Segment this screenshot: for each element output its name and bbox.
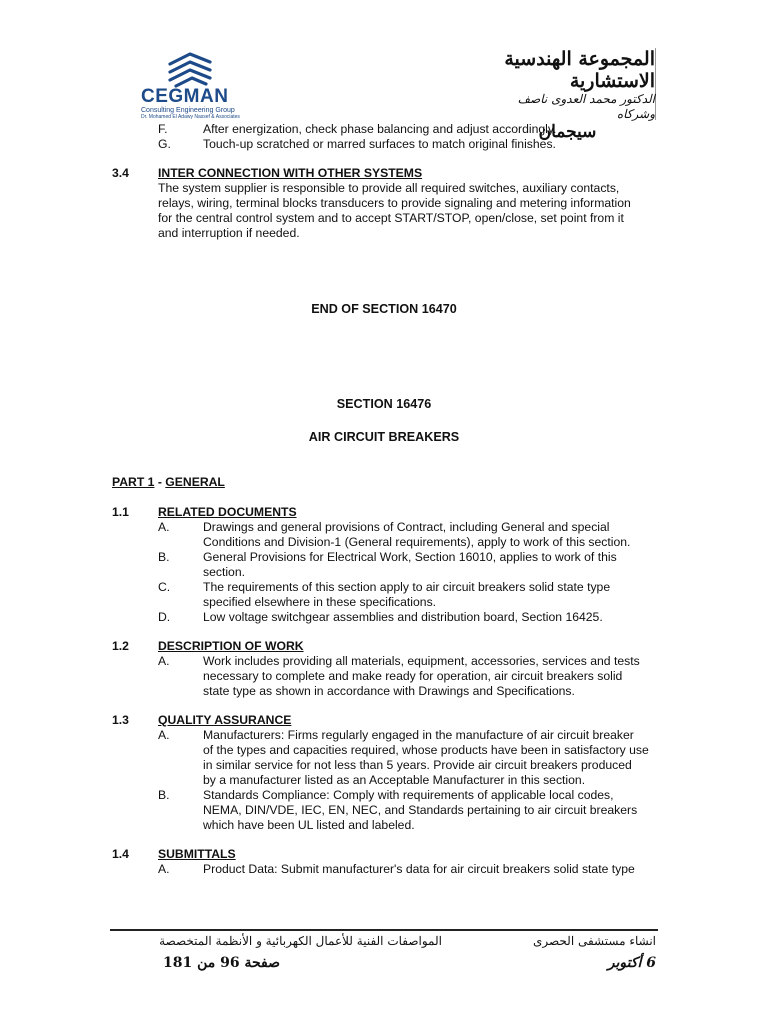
- item-text: [203, 610, 655, 625]
- logo-subtitle: Consulting Engineering Group: [141, 107, 235, 114]
- part-number: PART 1: [112, 475, 155, 489]
- paragraph-line: and interruption if needed.: [158, 226, 300, 240]
- section-heading: INTER CONNECTION WITH OTHER SYSTEMS: [158, 166, 423, 180]
- item-text: [203, 550, 655, 580]
- item-text: Touch-up scratched or marred surfaces to match original finishes.: [203, 137, 556, 151]
- item-line: Manufacturers: Firms regularly engaged in the manufacture of air circuit breaker: [203, 728, 634, 742]
- footer-project-name: انشاء مستشفى الحصرى: [533, 934, 656, 948]
- item-line: which have been UL listed and labeled.: [203, 818, 415, 832]
- footer-spec-title: المواصفات الفنية للأعمال الكهربائية و الأنظمة المتخصصة: [159, 934, 442, 948]
- item-line: Work includes providing all materials, equipment, accessories, services and tests: [203, 654, 640, 668]
- item-line: NEMA, DIN/VDE, IEC, EN, NEC, and Standards pertaining to air circuit breakers: [203, 803, 638, 817]
- item-label: A.: [158, 728, 170, 742]
- item-label: D.: [158, 610, 171, 624]
- paragraph-line: The system supplier is responsible to provide all required switches, auxiliary contacts,: [158, 181, 620, 195]
- item-label: A.: [158, 654, 170, 668]
- item-label: B.: [158, 788, 170, 802]
- item-line: Low voltage switchgear assemblies and distribution board, Section 16425.: [203, 610, 603, 624]
- item-line: by a manufacturer listed as an Acceptable Manufacturer in this section.: [203, 773, 586, 787]
- section-heading: SUBMITTALS: [158, 847, 236, 861]
- item-text: [203, 788, 655, 833]
- footer-city: 6 أكتوبر: [607, 955, 656, 971]
- part-title: GENERAL: [165, 475, 225, 489]
- item-text: [203, 520, 655, 550]
- item-text: [203, 654, 655, 699]
- section-number: 3.4: [112, 166, 129, 180]
- footer-rule: [110, 929, 658, 931]
- item-line: Drawings and general provisions of Contract, including General and special: [203, 520, 610, 534]
- item-text: [203, 862, 655, 877]
- item-text: [203, 580, 655, 610]
- item-label: A.: [158, 862, 170, 876]
- item-text: [203, 728, 655, 788]
- logo-subtitle-2: Dr. Mohamed El Adawy Nassef & Associates: [141, 114, 240, 120]
- section-number: 1.2: [112, 639, 129, 653]
- item-line: of the types and capacities required, whose products have been in satisfactory use: [203, 743, 649, 757]
- section-heading: DESCRIPTION OF WORK: [158, 639, 304, 653]
- item-label: C.: [158, 580, 171, 594]
- item-line: General Provisions for Electrical Work, Section 16010, applies to work of this: [203, 550, 617, 564]
- item-line: necessary to complete and make ready for operation, air circuit breakers solid: [203, 669, 623, 683]
- arabic-logo-line-3: سيجمان: [538, 122, 597, 142]
- section-number: 1.4: [112, 847, 129, 861]
- part-heading: [112, 475, 225, 489]
- item-label: F.: [158, 122, 168, 136]
- section-number: 1.3: [112, 713, 129, 727]
- section-heading: RELATED DOCUMENTS: [158, 505, 297, 519]
- item-label: A.: [158, 520, 170, 534]
- item-text: After energization, check phase balancing and adjust accordingly.: [203, 122, 557, 136]
- section-title: SECTION 16476: [336, 397, 432, 411]
- item-line: Product Data: Submit manufacturer's data for air circuit breakers solid state type: [203, 862, 635, 876]
- item-line: Conditions and Division-1 (General requirements), apply to work of this section.: [203, 535, 631, 549]
- item-label: B.: [158, 550, 170, 564]
- part-separator: -: [154, 475, 166, 489]
- footer-page-number: صفحة 96 من 181: [162, 955, 280, 971]
- item-label: G.: [158, 137, 171, 151]
- item-line: specified elsewhere in these specifications.: [203, 595, 437, 609]
- header-divider: [655, 48, 656, 120]
- paragraph: [158, 181, 655, 241]
- cegman-logo-mark: [162, 50, 242, 90]
- paragraph-line: for the central control system and to accept START/STOP, open/close, set point from it: [158, 211, 624, 225]
- item-line: section.: [203, 565, 246, 579]
- item-line: state type as shown in accordance with Drawings and Specifications.: [203, 684, 575, 698]
- item-line: in similar service for not less than 5 years. Provide air circuit breakers produced: [203, 758, 632, 772]
- end-of-section: END OF SECTION 16470: [311, 302, 457, 316]
- paragraph-line: relays, wiring, terminal blocks transducers to provide signaling and metering information: [158, 196, 631, 210]
- arabic-logo-line-2: الدكتور محمد العدوى ناصف وشركاه: [517, 92, 655, 121]
- section-subtitle: AIR CIRCUIT BREAKERS: [308, 430, 460, 444]
- arabic-logo-line-1: المجموعة الهندسية الاستشارية: [504, 48, 655, 92]
- item-line: The requirements of this section apply to air circuit breakers solid state type: [203, 580, 611, 594]
- logo-name: CEGMAN: [141, 86, 229, 107]
- section-number: 1.1: [112, 505, 129, 519]
- item-line: Standards Compliance: Comply with requirements of applicable local codes,: [203, 788, 614, 802]
- section-heading: QUALITY ASSURANCE: [158, 713, 292, 727]
